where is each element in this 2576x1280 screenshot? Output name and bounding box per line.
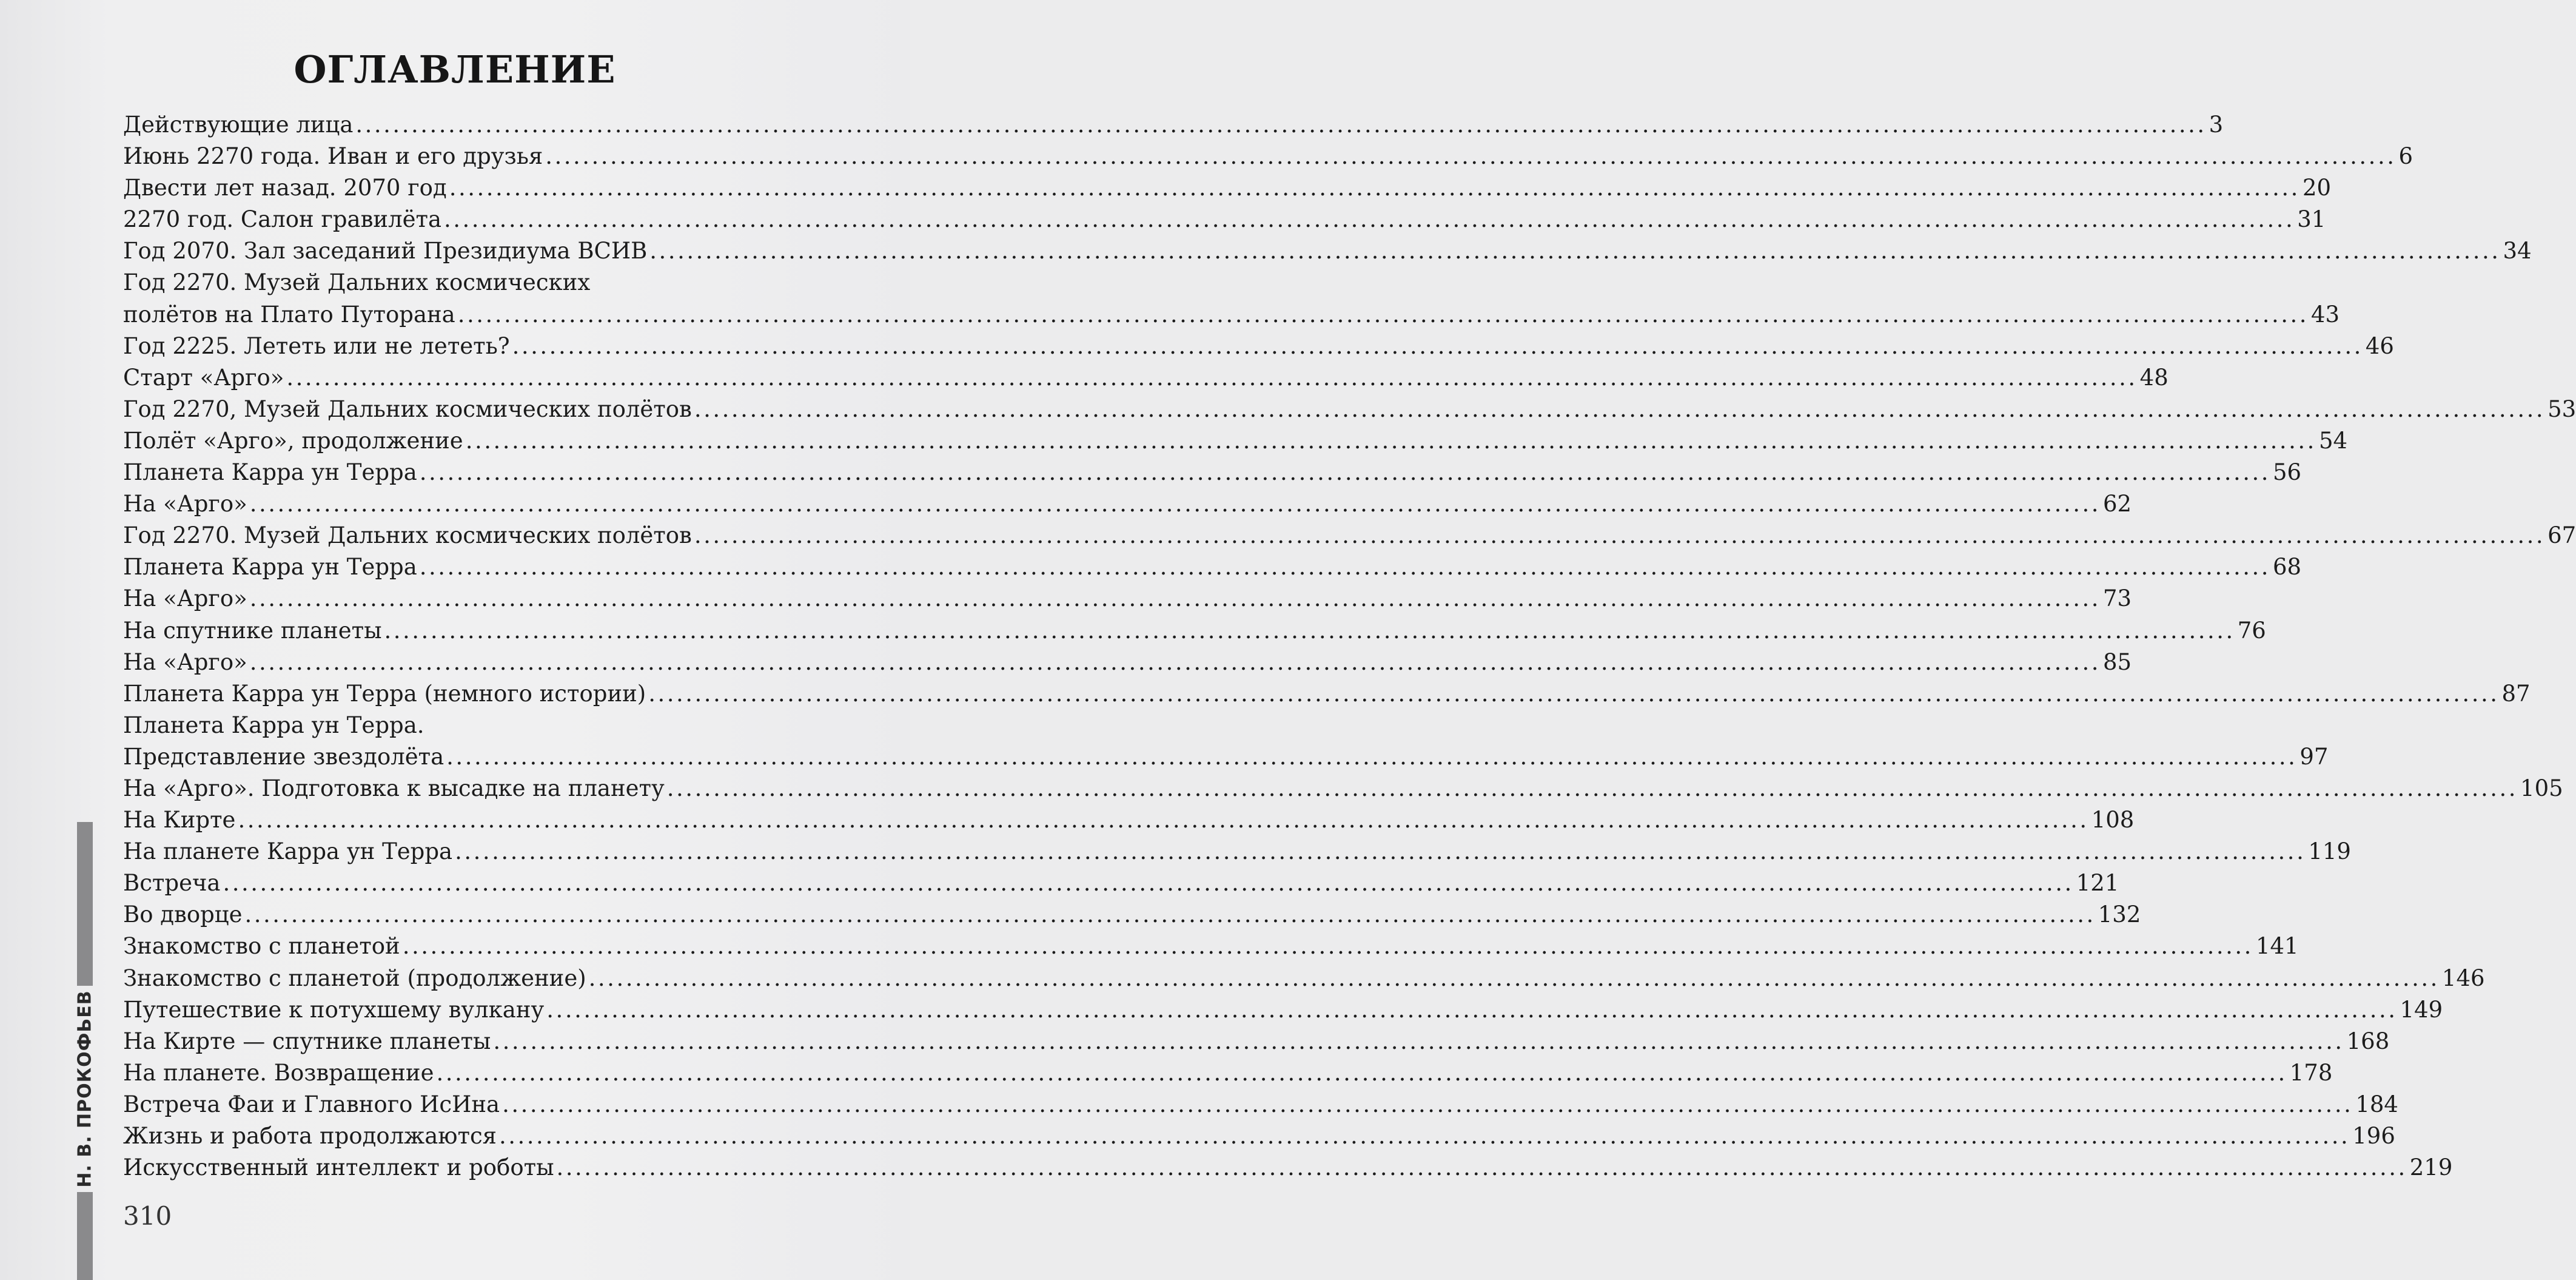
toc-entry-page: 132: [2098, 901, 2141, 928]
toc-entry: [123, 235, 2532, 267]
toc-entry-page: 53: [2547, 396, 2576, 422]
dot-leader: ........................................................................................................................................................................................................: [286, 364, 2138, 391]
toc-entry: [123, 172, 2332, 204]
toc-entry-title: полётов на Плато Путорана: [123, 301, 455, 328]
toc-entry: [123, 394, 2576, 425]
page-number: 310: [123, 1201, 172, 1231]
toc-entry-title: Год 2270. Музей Дальних космических: [123, 269, 591, 296]
dot-leader: ........................................................................................................................................................................................................: [493, 1028, 2344, 1054]
toc-entry: [123, 1152, 2453, 1184]
toc-entry: [123, 804, 2135, 836]
author-name: Н. В. ПРОКОФЬЕВ: [74, 990, 96, 1188]
dot-leader: ........................................................................................................................................................................................................: [648, 680, 2500, 707]
toc-entry-title: Жизнь и работа продолжаются: [123, 1123, 497, 1149]
toc-entry: [123, 520, 2576, 551]
toc-entry-page: 85: [2102, 648, 2132, 675]
dot-leader: ........................................................................................................................................................................................................: [238, 807, 2089, 834]
toc-entry-page: 97: [2299, 743, 2329, 770]
dot-leader: ........................................................................................................................................................................................................: [545, 143, 2397, 170]
toc-entry: [123, 836, 2351, 867]
toc-entry-title: Во дворце: [123, 901, 243, 928]
dot-leader: ........................................................................................................................................................................................................: [355, 112, 2207, 138]
dot-leader: ........................................................................................................................................................................................................: [249, 648, 2101, 675]
toc-entry: [123, 109, 2224, 141]
toc-entry: [123, 963, 2485, 994]
toc-entry-page: 105: [2520, 775, 2563, 801]
toc-entry: [123, 741, 2329, 773]
toc-entry-page: 73: [2102, 585, 2132, 612]
toc-entry-page: 3: [2209, 112, 2224, 138]
toc-entry-page: 46: [2365, 332, 2394, 359]
dot-leader: ........................................................................................................................................................................................................: [436, 1059, 2287, 1086]
toc-entry-page: 149: [2400, 996, 2443, 1023]
toc-entry-page: 20: [2302, 175, 2332, 201]
toc-entry-page: 31: [2297, 206, 2326, 233]
toc-entry: [123, 647, 2132, 678]
toc-entry-title: Год 2225. Лететь или не лететь?: [123, 332, 510, 359]
toc-entry: [123, 931, 2299, 962]
dot-leader: ........................................................................................................................................................................................................: [556, 1154, 2407, 1181]
toc-entry-page: 119: [2308, 838, 2351, 865]
toc-entry-title: Представление звездолёта: [123, 743, 444, 770]
toc-entry-page: 184: [2355, 1091, 2398, 1117]
table-of-contents: [123, 109, 2576, 1184]
toc-entry-title: Путешествие к потухшему вулкану: [123, 996, 545, 1023]
dot-leader: ........................................................................................................................................................................................................: [694, 522, 2546, 549]
toc-entry-title: На «Арго»: [123, 585, 247, 612]
toc-entry: [123, 710, 825, 741]
toc-entry-title: Знакомство с планетой (продолжение): [123, 965, 586, 991]
toc-entry: [123, 425, 2348, 457]
toc-entry-title: Полёт «Арго», продолжение: [123, 427, 463, 454]
toc-entry: [123, 899, 2141, 931]
toc-entry: [123, 267, 825, 298]
toc-entry-title: Встреча: [123, 870, 221, 897]
toc-entry-title: Год 2270. Музей Дальних космических полётов: [123, 522, 692, 549]
dot-leader: ........................................................................................................................................................................................................: [249, 585, 2101, 612]
toc-entry: [123, 1026, 2390, 1057]
toc-entry-title: На «Арго»: [123, 491, 247, 517]
toc-entry-title: Год 2270, Музей Дальних космических полётов: [123, 396, 692, 422]
toc-entry: [123, 1089, 2398, 1120]
toc-entry-page: 56: [2273, 459, 2302, 486]
toc-entry: [123, 678, 2531, 710]
toc-entry-page: 67: [2547, 522, 2576, 549]
toc-entry-page: 141: [2255, 933, 2299, 960]
dot-leader: ........................................................................................................................................................................................................: [546, 996, 2398, 1023]
toc-entry: [123, 994, 2443, 1026]
toc-entry-title: Знакомство с планетой: [123, 933, 400, 960]
toc-entry-page: 219: [2409, 1154, 2453, 1181]
toc-entry-page: 34: [2503, 238, 2532, 264]
dot-leader: ........................................................................................................................................................................................................: [512, 332, 2363, 359]
dot-leader: ........................................................................................................................................................................................................: [457, 301, 2309, 328]
page-title: ОГЛАВЛЕНИЕ: [293, 47, 616, 92]
dot-leader: ........................................................................................................................................................................................................: [499, 1123, 2350, 1149]
dot-leader: ........................................................................................................................................................................................................: [666, 775, 2518, 801]
dot-leader: ........................................................................................................................................................................................................: [249, 491, 2101, 517]
toc-entry: [123, 299, 2340, 331]
toc-entry-page: 108: [2091, 807, 2135, 834]
toc-entry-page: 146: [2441, 965, 2485, 991]
dot-leader: ........................................................................................................................................................................................................: [419, 459, 2271, 486]
side-decor-bar-bottom: [77, 1192, 93, 1280]
toc-entry-title: Планета Карра ун Терра: [123, 459, 417, 486]
dot-leader: ........................................................................................................................................................................................................: [446, 743, 2298, 770]
toc-entry-title: Июнь 2270 года. Иван и его друзья: [123, 143, 543, 170]
dot-leader: ........................................................................................................................................................................................................: [223, 870, 2074, 897]
toc-entry-page: 68: [2273, 554, 2302, 581]
dot-leader: ........................................................................................................................................................................................................: [502, 1091, 2353, 1117]
toc-entry: [123, 1120, 2395, 1152]
toc-entry-page: 6: [2398, 143, 2413, 170]
dot-leader: ........................................................................................................................................................................................................: [244, 901, 2096, 928]
dot-leader: ........................................................................................................................................................................................................: [449, 175, 2300, 201]
toc-entry-title: Планета Карра ун Терра: [123, 554, 417, 581]
toc-entry: [123, 583, 2132, 615]
toc-entry: [123, 615, 2266, 647]
toc-entry-title: На Кирте — спутнике планеты: [123, 1028, 491, 1054]
toc-entry-title: На «Арго». Подготовка к высадке на планету: [123, 775, 665, 801]
toc-entry: [123, 204, 2326, 235]
toc-entry-title: На планете Карра ун Терра: [123, 838, 453, 865]
dot-leader: ........................................................................................................................................................................................................: [402, 933, 2253, 960]
toc-entry-title: На Кирте: [123, 807, 236, 834]
toc-entry: [123, 457, 2302, 488]
toc-entry-page: 196: [2352, 1123, 2395, 1149]
toc-entry-page: 121: [2076, 870, 2119, 897]
toc-entry-title: Планета Карра ун Терра.: [123, 712, 424, 738]
toc-entry-title: Год 2070. Зал заседаний Президиума ВСИВ: [123, 238, 648, 264]
toc-entry-page: 76: [2237, 617, 2266, 644]
toc-entry: [123, 362, 2168, 394]
toc-entry-title: Старт «Арго»: [123, 364, 284, 391]
toc-entry: [123, 773, 2563, 804]
toc-entry-title: Встреча Фаи и Главного ИсИна: [123, 1091, 500, 1117]
toc-entry-page: 168: [2346, 1028, 2390, 1054]
toc-entry: [123, 331, 2394, 362]
dot-leader: ........................................................................................................................................................................................................: [694, 396, 2546, 422]
toc-entry-title: На планете. Возвращение: [123, 1059, 434, 1086]
toc-entry: [123, 141, 2413, 172]
dot-leader: ........................................................................................................................................................................................................: [455, 838, 2306, 865]
toc-entry-page: 48: [2139, 364, 2168, 391]
toc-entry: [123, 867, 2119, 899]
toc-entry-page: 54: [2318, 427, 2348, 454]
dot-leader: ........................................................................................................................................................................................................: [419, 554, 2271, 581]
toc-entry-title: На спутнике планеты: [123, 617, 382, 644]
toc-entry-page: 178: [2289, 1059, 2333, 1086]
toc-entry-page: 87: [2501, 680, 2531, 707]
toc-entry-page: 43: [2311, 301, 2340, 328]
toc-entry-title: Действующие лица: [123, 112, 354, 138]
dot-leader: ........................................................................................................................................................................................................: [444, 206, 2295, 233]
toc-entry-title: На «Арго»: [123, 648, 247, 675]
toc-entry: [123, 551, 2302, 583]
toc-entry: [123, 1057, 2333, 1089]
toc-entry: [123, 488, 2132, 520]
side-decor-bar-top: [77, 822, 93, 986]
dot-leader: ........................................................................................................................................................................................................: [384, 617, 2235, 644]
dot-leader: ........................................................................................................................................................................................................: [588, 965, 2440, 991]
dot-leader: ........................................................................................................................................................................................................: [649, 238, 2501, 264]
toc-entry-title: Искусственный интеллект и роботы: [123, 1154, 554, 1181]
dot-leader: ........................................................................................................................................................................................................: [465, 427, 2316, 454]
toc-entry-title: Планета Карра ун Терра (немного истории): [123, 680, 646, 707]
toc-entry-title: 2270 год. Салон гравилёта: [123, 206, 442, 233]
toc-entry-page: 62: [2102, 491, 2132, 517]
toc-entry-title: Двести лет назад. 2070 год: [123, 175, 447, 201]
